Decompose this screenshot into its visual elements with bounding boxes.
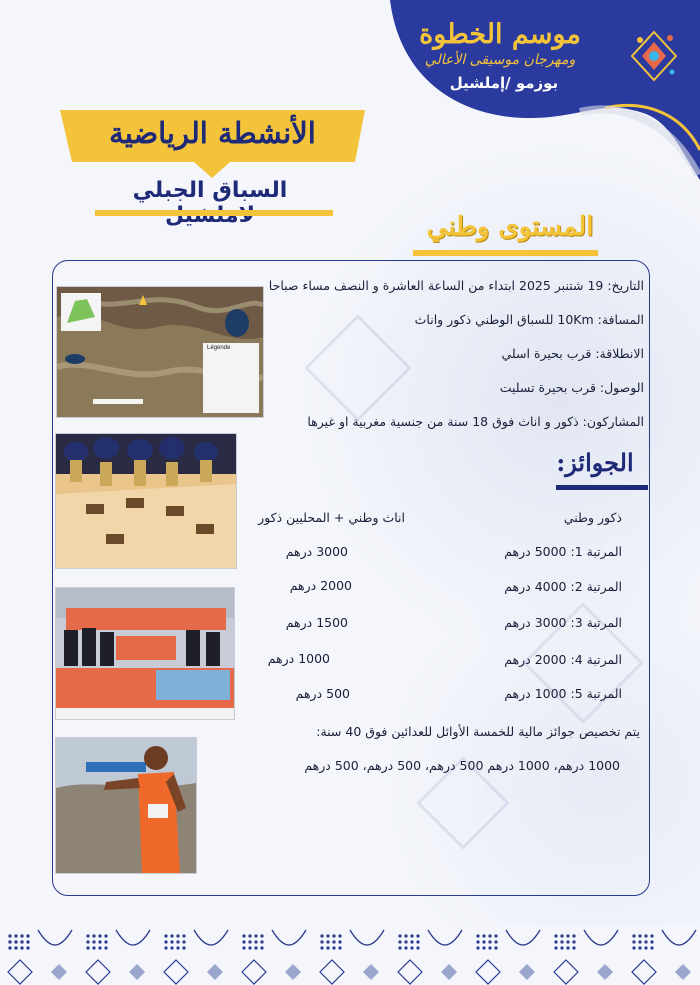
- rank-row-1: [504, 544, 622, 559]
- veterans-note: يتم تخصيص جوائز مالية للخمسة الأوائل للعدائين فوق 40 سنة:: [316, 724, 640, 739]
- festival-logo: [626, 28, 682, 84]
- female-amount-4: 1000 درهم: [267, 651, 330, 666]
- rank-label: المرتبة 4:: [570, 652, 622, 667]
- rank-label: المرتبة 5:: [570, 686, 622, 701]
- male-amount: 2000 درهم: [504, 652, 567, 667]
- female-amount-1: 3000 درهم: [285, 544, 348, 559]
- route-map-drawing: [57, 287, 263, 417]
- female-column-header: اناث وطني + المحليين ذكور: [258, 510, 405, 525]
- trophies-photo: [55, 433, 237, 569]
- map-legend-title: Légende: [207, 345, 231, 351]
- female-amount-5: 500 درهم: [295, 686, 350, 701]
- runner-drawing: [56, 738, 196, 873]
- rank-row-4: [504, 652, 622, 667]
- female-amount-2: 2000 درهم: [289, 578, 352, 593]
- female-amount-3: 1500 درهم: [285, 615, 348, 630]
- info-distance: المسافة: 10Km للسباق الوطني ذكور واناث: [414, 312, 644, 327]
- male-amount: 1000 درهم: [504, 686, 567, 701]
- race-title-underline: [95, 210, 333, 216]
- ceremony-drawing: [56, 588, 234, 719]
- veterans-amounts: 1000 درهم، 1000 درهم 500 درهم، 500 درهم، 500 درهم: [304, 758, 620, 773]
- info-participants: المشاركون: ذكور و اناث فوق 18 سنة من جنسية مغربية او غيرها: [307, 414, 644, 429]
- festival-place: بوزمو /إملشيل: [449, 74, 559, 92]
- male-amount: 5000 درهم: [504, 544, 567, 559]
- info-date: التاريخ: 19 شتنبر 2025 ابتداء من الساعة العاشرة و النصف مساء صباحا: [268, 278, 644, 293]
- rank-row-3: [504, 615, 622, 630]
- prizes-underline: [556, 485, 648, 490]
- level-title-underline: [413, 250, 598, 256]
- footer-pattern: [0, 926, 700, 985]
- male-column-header: ذكور وطني: [563, 510, 622, 525]
- section-title: الأنشطة الرياضية: [109, 116, 316, 150]
- festival-title: موسم الخطوة: [419, 19, 581, 50]
- runner-photo: [55, 737, 197, 874]
- route-map: [56, 286, 264, 418]
- rank-label: المرتبة 1:: [570, 544, 622, 559]
- rank-row-5: [504, 686, 622, 701]
- prizes-title: الجوائز:: [556, 448, 634, 477]
- ceremony-photo: [55, 587, 235, 720]
- race-title: السباق الجبلي: [132, 178, 288, 203]
- info-arrival: الوصول: قرب بحيرة تسليت: [499, 380, 644, 395]
- male-amount: 3000 درهم: [504, 615, 567, 630]
- male-amount: 4000 درهم: [504, 579, 567, 594]
- festival-subtitle: ومهرجان موسيقى الأعالي: [424, 52, 576, 68]
- level-title: المستوى وطني: [426, 212, 594, 242]
- rank-label: المرتبة 2:: [570, 579, 622, 594]
- rank-row-2: [504, 579, 622, 594]
- rank-label: المرتبة 3:: [570, 615, 622, 630]
- trophies-drawing: [56, 434, 236, 568]
- info-start: الانطلاقة: قرب بحيرة اسلي: [501, 346, 644, 361]
